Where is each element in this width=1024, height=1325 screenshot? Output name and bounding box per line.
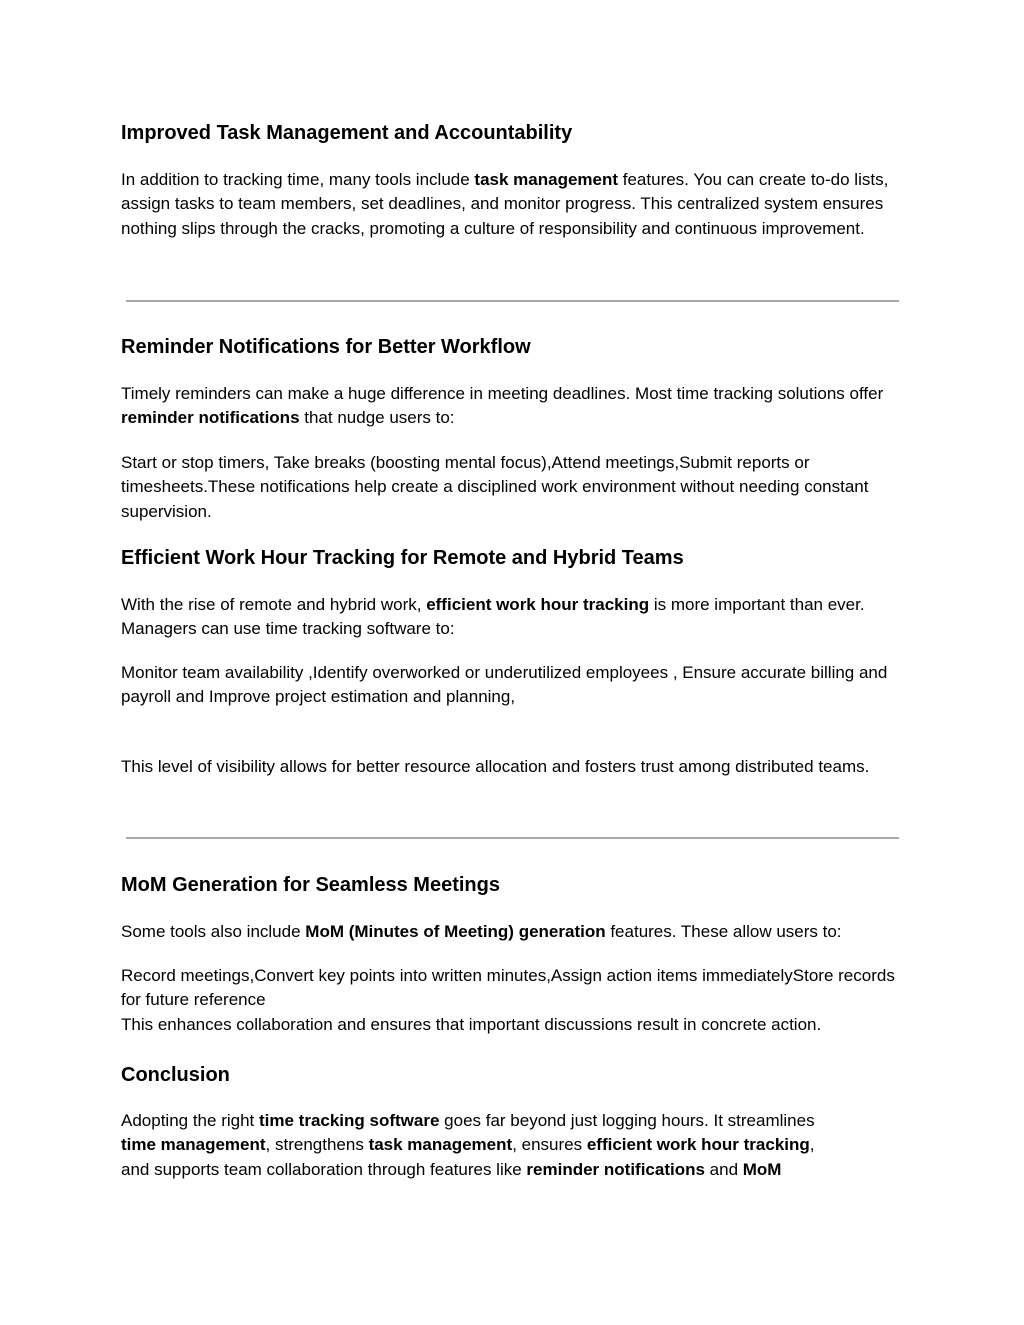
text-run: features. You can create to-do lists, assign tasks to team members, set deadlines, and monitor progress. This centralized system ensures nothing slips through the cracks, promoting a culture of responsibility and continuous improvement. (121, 170, 889, 238)
heading-reminder-notifications: Reminder Notifications for Better Workflow (121, 336, 531, 358)
text-run: Monitor team availability ,Identify overworked or underutilized employees , Ensure accurate billing and payroll and Improve project estimation and planning, (121, 663, 888, 707)
divider-2 (126, 837, 899, 839)
text-run: Adopting the right (121, 1111, 259, 1130)
text-run: , (809, 1135, 815, 1155)
heading-work-hour-tracking: Efficient Work Hour Tracking for Remote and Hybrid Teams (121, 547, 684, 569)
bold-phrase: efficient work hour tracking (426, 595, 650, 614)
paragraph-task-management (121, 168, 903, 241)
text-run: Timely reminders can make a huge difference in meeting deadlines. Most time tracking solutions offer (121, 384, 884, 403)
text-run: This level of visibility allows for better resource allocation and fosters trust among distributed teams. (121, 757, 870, 776)
bold-phrase: time management (121, 1135, 266, 1155)
text-run: , ensures (512, 1135, 587, 1155)
bold-phrase: efficient work hour tracking (586, 1135, 810, 1155)
text-run: Start or stop timers, Take breaks (boosting mental focus),Attend meetings,Submit reports or timesheets.These notifications help create a disciplined work environment without needing constant supervision. (121, 453, 869, 521)
paragraph-work-hour-intro (121, 593, 903, 642)
heading-task-management: Improved Task Management and Accountability (121, 122, 573, 144)
text-run: Some tools also include (121, 922, 306, 941)
text-run: This enhances collaboration and ensures that important discussions result in concrete action. (121, 1014, 822, 1034)
paragraph-work-hour-visibility (121, 755, 903, 779)
text-run: goes far beyond just logging hours. It streamlines (439, 1111, 815, 1130)
bold-phrase: MoM (742, 1159, 782, 1179)
paragraph-work-hour-list (121, 661, 903, 710)
bold-phrase: task management (368, 1135, 513, 1155)
heading-conclusion: Conclusion (121, 1064, 230, 1086)
text-run: features. These allow users to: (605, 922, 842, 941)
bold-phrase: time tracking software (258, 1111, 440, 1130)
divider-1 (126, 300, 899, 302)
bold-phrase: reminder notifications (121, 408, 300, 428)
text-run: and supports team collaboration through features like (121, 1159, 527, 1179)
paragraph-reminder-list (121, 451, 903, 524)
bold-phrase: MoM (Minutes of Meeting) generation (305, 922, 606, 941)
bold-phrase: task management (474, 170, 619, 189)
text-run: is more important than ever. Managers can use time tracking software to: (121, 595, 865, 639)
text-run: With the rise of remote and hybrid work, (121, 595, 427, 614)
text-run: In addition to tracking time, many tools include (121, 170, 475, 189)
paragraph-conclusion (121, 1109, 903, 1182)
paragraph-reminder-intro (121, 382, 903, 431)
text-run: , strengthens (265, 1135, 369, 1155)
bold-phrase: reminder notifications (526, 1159, 705, 1179)
text-run: and (704, 1159, 743, 1179)
paragraph-mom-list (121, 964, 903, 1037)
heading-mom-generation: MoM Generation for Seamless Meetings (121, 874, 500, 896)
paragraph-mom-intro (121, 920, 903, 944)
text-run: that nudge users to: (299, 408, 455, 428)
text-run: Record meetings,Convert key points into written minutes,Assign action items immediatelyStore records for future reference (121, 966, 895, 1010)
